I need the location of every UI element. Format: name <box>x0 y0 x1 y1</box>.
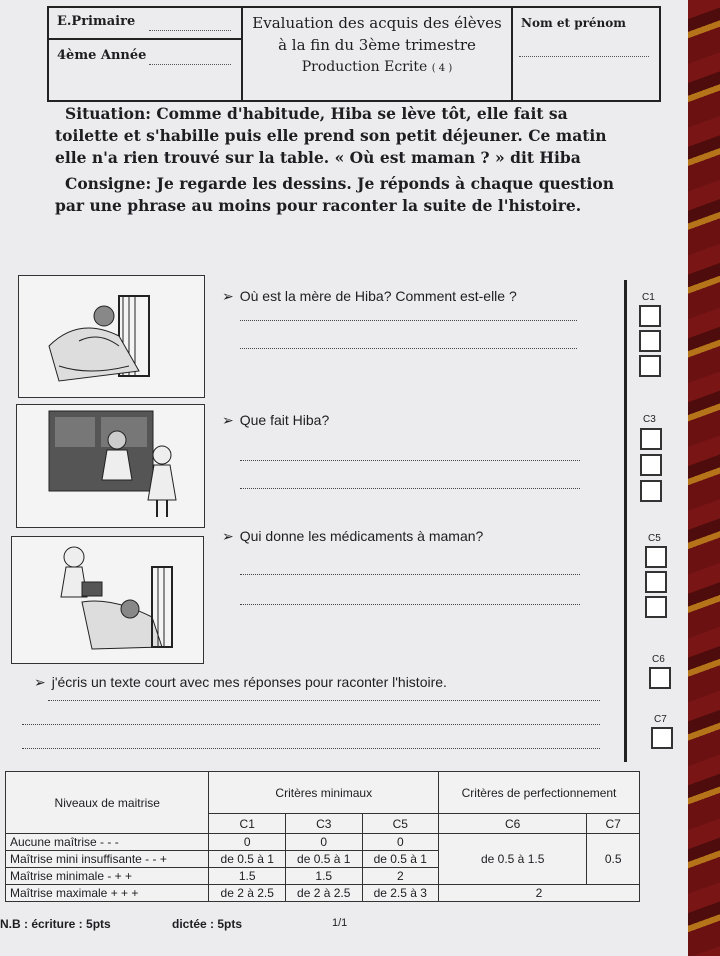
page-number: 1/1 <box>332 917 348 929</box>
criteria-divider <box>624 280 627 762</box>
drawing-mother-in-bed <box>18 275 205 398</box>
footer-nb: N.B : écriture : 5pts <box>0 917 111 931</box>
perf-max-cell: 2 <box>439 885 640 902</box>
col-c1: C1 <box>209 814 286 834</box>
title-number: ( 4 ) <box>431 63 453 74</box>
c3-box-3[interactable] <box>640 480 662 502</box>
school-cell <box>49 8 243 100</box>
question-1: ➢ Où est la mère de Hiba? Comment est-elle ? <box>222 288 517 304</box>
c3-box-1[interactable] <box>640 428 662 450</box>
answer-line-2a[interactable] <box>240 460 580 461</box>
answer-line-1b[interactable] <box>240 348 577 349</box>
question-4: ➢ j'écris un texte court avec mes réponses pour raconter l'histoire. <box>34 674 447 690</box>
school-label: E.Primaire <box>57 14 136 29</box>
question-3: ➢ Qui donne les médicaments à maman? <box>222 528 484 544</box>
medicine-drawing-icon <box>12 537 203 663</box>
c3-box-2[interactable] <box>640 454 662 476</box>
perf-criteria-header: Critères de perfectionnement <box>439 772 640 814</box>
bed-drawing-icon <box>19 276 204 397</box>
answer-line-1a[interactable] <box>240 320 577 321</box>
answer-line-4a[interactable] <box>48 700 600 701</box>
table-row: Maîtrise minimale - + + 1.5 1.5 2 <box>6 868 640 885</box>
drawing-hiba-at-cabinet <box>16 404 205 528</box>
criterion-c1-label: C1 <box>642 292 655 303</box>
question-2: ➢ Que fait Hiba? <box>222 412 330 428</box>
col-c6: C6 <box>439 814 587 834</box>
c5-box-1[interactable] <box>645 546 667 568</box>
c5-box-3[interactable] <box>645 596 667 618</box>
col-c7: C7 <box>587 814 640 834</box>
answer-line-2b[interactable] <box>240 488 580 489</box>
table-row: Maîtrise mini insuffisante - - + de 0.5 à 1 de 0.5 à 1 de 0.5 à 1 <box>6 851 640 868</box>
answer-line-4b[interactable] <box>22 724 600 725</box>
footer-dictee: dictée : 5pts <box>172 917 243 931</box>
cabinet-drawing-icon <box>17 405 204 527</box>
c1-box-2[interactable] <box>639 330 661 352</box>
answer-line-3b[interactable] <box>240 604 580 605</box>
arrow-icon: ➢ <box>222 288 234 304</box>
title-line-3: Production Ecrite <box>301 59 428 75</box>
criterion-c3-label: C3 <box>643 414 656 425</box>
instructions <box>55 103 635 217</box>
c1-box-3[interactable] <box>639 355 661 377</box>
consigne-text: Consigne: Je regarde les dessins. Je réponds à chaque question par une phrase au moins pour raconter la suite de l'histoire. <box>55 174 615 215</box>
background-fabric <box>688 0 720 956</box>
arrow-icon: ➢ <box>34 674 46 690</box>
title-line-1: Evaluation des acquis des élèves <box>252 14 502 32</box>
arrow-icon: ➢ <box>222 528 234 544</box>
c7-box[interactable] <box>651 727 673 749</box>
criterion-c5-label: C5 <box>648 533 661 544</box>
name-label: Nom et prénom <box>521 16 626 30</box>
c1-box-1[interactable] <box>639 305 661 327</box>
c6-box[interactable] <box>649 667 671 689</box>
table-row: Maîtrise maximale + + + de 2 à 2.5 de 2 à 2.5 de 2.5 à 3 2 <box>6 885 640 902</box>
table-row: Aucune maîtrise - - - 0 0 0 de 0.5 à 1.5 0.5 <box>6 834 640 851</box>
c5-box-2[interactable] <box>645 571 667 593</box>
criterion-c6-label: C6 <box>652 654 665 665</box>
c6-merged-cell: de 0.5 à 1.5 <box>439 834 587 885</box>
levels-header: Niveaux de maitrise <box>6 772 209 834</box>
situation-text: Situation: Comme d'habitude, Hiba se lève tôt, elle fait sa toilette et s'habille puis elle prend son petit déjeuner. Ce matin elle n'a rien trouvé sur la table. « Où est maman ? » dit Hiba <box>55 104 607 167</box>
criteria-table <box>5 771 640 902</box>
col-c3: C3 <box>285 814 362 834</box>
name-cell <box>513 8 659 100</box>
c7-merged-cell: 0.5 <box>587 834 640 885</box>
grade-label: 4ème Année <box>57 48 147 63</box>
answer-line-3a[interactable] <box>240 574 580 575</box>
drawing-hiba-gives-medicine <box>11 536 204 664</box>
min-criteria-header: Critères minimaux <box>209 772 439 814</box>
title-cell <box>243 8 513 100</box>
arrow-icon: ➢ <box>222 412 234 428</box>
answer-line-4c[interactable] <box>22 748 600 749</box>
criterion-c7-label: C7 <box>654 714 667 725</box>
col-c5: C5 <box>362 814 439 834</box>
header-table <box>47 6 661 102</box>
title-line-2: à la fin du 3ème trimestre <box>278 36 476 54</box>
